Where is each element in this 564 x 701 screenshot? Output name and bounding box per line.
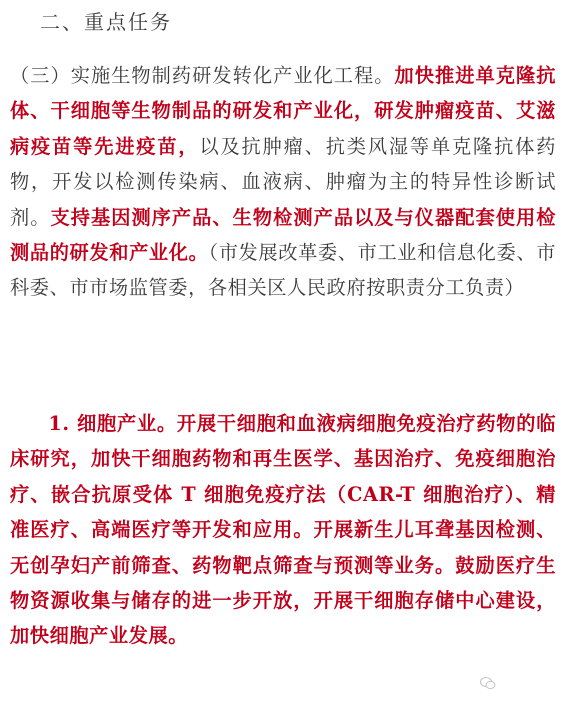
paragraph-task-3 <box>10 58 556 306</box>
wechat-logo-icon <box>480 676 496 693</box>
para1-segment: 支持基因测序产品、生物检测产品以及与仪器配套使用检测品的研发和产业化。 <box>10 205 557 265</box>
para1-segment: 加快推进单克隆抗体、干细胞等生物制品的研发和产业化，研发肿瘤疫苗、艾滋病疫苗等先进疫苗， <box>10 64 556 158</box>
para1-segment: （市发展改革委、市工业和信息化委、市科委、市市场监管委，各相关区人民政府按职责分工负责） <box>10 241 557 300</box>
para1-segment: （三）实施生物制药研发转化产业化工程。 <box>10 64 395 87</box>
para1-segment: 以及抗肿瘤、抗类风湿等单克隆抗体药物，开发以检测传染病、血液病、肿瘤为主的特异性诊断试剂。 <box>10 134 556 229</box>
section-heading: 二、重点任务 <box>40 10 172 34</box>
watermark <box>480 673 558 695</box>
paragraph-cell-industry <box>10 406 556 654</box>
para2-segment: 1. 细胞产业。开展干细胞和血液病细胞免疫治疗药物的临床研究，加快干细胞药物和再生医学、基因治疗、免疫细胞治疗、嵌合抗原受体 T 细胞免疫疗法（CAR-T 细胞治疗）、精准医疗、高端医疗等开发和应用。开展新生儿耳聋基因检测、无创孕妇产前筛查、药物靶点筛查与预测等业务。鼓励医疗生物资源收集与储存的进一步开放，开展干细胞存储中心建设，加快细胞产业发展。 <box>10 412 556 648</box>
